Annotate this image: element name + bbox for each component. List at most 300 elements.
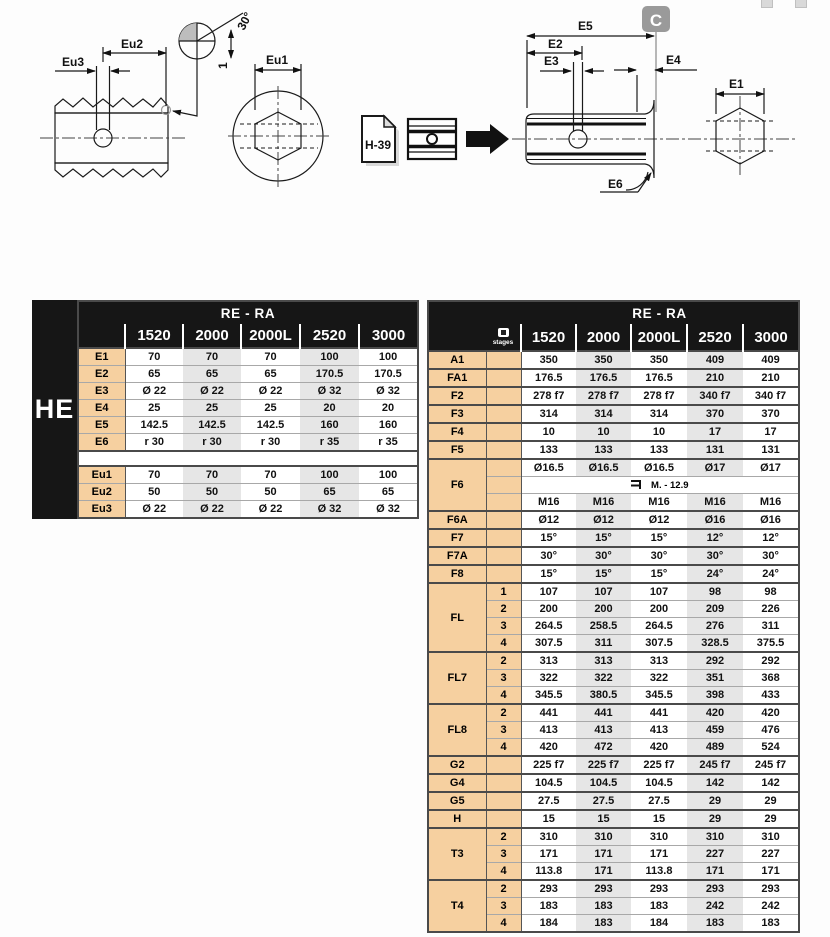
value-cell: 176.5 — [576, 369, 631, 387]
bolt-icon — [631, 480, 641, 489]
value-cell: 10 — [576, 423, 631, 441]
dim-label-chamfer-angle: 30° — [234, 9, 256, 33]
shaft-end-view — [706, 77, 774, 176]
value-cell: 307.5 — [521, 635, 576, 653]
value-cell: 350 — [521, 351, 576, 369]
dimension-row — [428, 756, 799, 774]
table-size-header-row — [78, 324, 418, 348]
value-cell: 30° — [521, 547, 576, 565]
stages-icon — [498, 328, 509, 337]
stage-cell — [486, 547, 521, 565]
value-cell: 314 — [576, 405, 631, 423]
value-cell: 183 — [521, 898, 576, 915]
shaft-side-view — [512, 6, 795, 192]
value-cell: 176.5 — [521, 369, 576, 387]
value-cell: 340 f7 — [687, 387, 743, 405]
value-cell: 171 — [743, 863, 799, 881]
value-cell: 25 — [183, 400, 241, 417]
he-sidebar-label: HE — [32, 300, 77, 519]
value-cell: 278 f7 — [521, 387, 576, 405]
dimension-row — [428, 459, 799, 477]
value-cell: 245 f7 — [743, 756, 799, 774]
value-cell: Ø12 — [631, 511, 687, 529]
value-cell: 30° — [743, 547, 799, 565]
value-cell: 183 — [743, 915, 799, 933]
value-cell: 29 — [743, 810, 799, 828]
row-label: H — [428, 810, 486, 828]
dim-label-eu3: Eu3 — [62, 55, 85, 69]
value-cell: r 35 — [300, 434, 359, 452]
flow-arrow-icon — [466, 124, 509, 154]
value-cell: 200 — [631, 601, 687, 618]
value-cell: 113.8 — [631, 863, 687, 881]
value-cell: 293 — [631, 880, 687, 898]
value-cell: 25 — [241, 400, 300, 417]
stage-cell: 3 — [486, 722, 521, 739]
value-cell: 131 — [687, 441, 743, 459]
row-label: G4 — [428, 774, 486, 792]
value-cell: 433 — [743, 687, 799, 705]
value-cell: 225 f7 — [576, 756, 631, 774]
value-cell: 12° — [743, 529, 799, 547]
value-cell: 24° — [743, 565, 799, 583]
row-label: F6 — [428, 459, 486, 511]
row-label: FA1 — [428, 369, 486, 387]
row-label: F8 — [428, 565, 486, 583]
value-cell: 313 — [576, 652, 631, 670]
value-cell: 441 — [576, 704, 631, 722]
value-cell: 200 — [576, 601, 631, 618]
size-column-header: 3000 — [743, 324, 799, 351]
size-column-header: 2520 — [300, 324, 359, 348]
value-cell: 15° — [521, 565, 576, 583]
stage-cell: 3 — [486, 846, 521, 863]
value-cell: 350 — [631, 351, 687, 369]
value-cell: Ø 22 — [125, 501, 183, 519]
stage-cell: 2 — [486, 601, 521, 618]
value-cell: 15° — [631, 529, 687, 547]
dimension-row — [428, 810, 799, 828]
re-ra-table-body — [428, 351, 799, 932]
row-label: F6A — [428, 511, 486, 529]
page-ref-icon — [362, 116, 399, 166]
dim-label-e1: E1 — [729, 77, 744, 91]
row-label: E5 — [78, 417, 125, 434]
value-cell: 370 — [687, 405, 743, 423]
size-column-header: 1520 — [521, 324, 576, 351]
value-cell: 311 — [576, 635, 631, 653]
value-cell: 100 — [359, 466, 418, 484]
value-cell: 15° — [521, 529, 576, 547]
row-label: F7A — [428, 547, 486, 565]
value-cell: 50 — [125, 484, 183, 501]
series-title: RE - RA — [521, 301, 799, 324]
stage-cell: 3 — [486, 670, 521, 687]
section-badge-label: C — [649, 11, 663, 30]
value-cell: r 30 — [183, 434, 241, 452]
value-cell: 142.5 — [183, 417, 241, 434]
re-ra-dimensions-table — [427, 300, 800, 933]
stage-cell — [486, 387, 521, 405]
value-cell: 210 — [743, 369, 799, 387]
value-cell: 25 — [125, 400, 183, 417]
value-cell: Ø12 — [576, 511, 631, 529]
value-cell: 276 — [687, 618, 743, 635]
value-cell: 345.5 — [521, 687, 576, 705]
dimension-row — [78, 484, 418, 501]
value-cell: 15° — [576, 529, 631, 547]
stage-cell: 4 — [486, 915, 521, 933]
value-cell: Ø 32 — [300, 501, 359, 519]
value-cell: 100 — [359, 348, 418, 366]
value-cell: 27.5 — [521, 792, 576, 810]
dimension-row — [78, 400, 418, 417]
value-cell: 65 — [183, 366, 241, 383]
value-cell: 420 — [521, 739, 576, 757]
value-cell: 314 — [521, 405, 576, 423]
row-label: E1 — [78, 348, 125, 366]
value-cell: 142.5 — [125, 417, 183, 434]
value-cell: 107 — [521, 583, 576, 601]
value-cell: 104.5 — [521, 774, 576, 792]
value-cell: 242 — [687, 898, 743, 915]
value-cell: 12° — [687, 529, 743, 547]
value-cell: 98 — [743, 583, 799, 601]
stage-cell — [486, 423, 521, 441]
value-cell: 142 — [687, 774, 743, 792]
value-cell: 27.5 — [576, 792, 631, 810]
value-cell: 113.8 — [521, 863, 576, 881]
value-cell: 278 f7 — [631, 387, 687, 405]
value-cell: 472 — [576, 739, 631, 757]
stage-cell: 1 — [486, 583, 521, 601]
value-cell: 20 — [359, 400, 418, 417]
row-label: T4 — [428, 880, 486, 932]
value-cell: Ø12 — [521, 511, 576, 529]
value-cell: 292 — [743, 652, 799, 670]
value-cell: 70 — [125, 348, 183, 366]
value-cell: 293 — [743, 880, 799, 898]
value-cell: 398 — [687, 687, 743, 705]
stage-cell — [486, 351, 521, 369]
value-cell: 322 — [521, 670, 576, 687]
row-label: F7 — [428, 529, 486, 547]
value-cell: 70 — [241, 348, 300, 366]
value-cell: 176.5 — [631, 369, 687, 387]
value-cell: 184 — [631, 915, 687, 933]
stage-cell: 2 — [486, 880, 521, 898]
dim-label-chamfer-depth: 1 — [216, 62, 230, 69]
value-cell: 210 — [687, 369, 743, 387]
row-label: F3 — [428, 405, 486, 423]
bolt-class-cell — [521, 477, 799, 494]
coupling-icon — [408, 119, 456, 159]
value-cell: 70 — [183, 348, 241, 366]
value-cell: 307.5 — [631, 635, 687, 653]
dimension-row — [428, 511, 799, 529]
row-label: FL — [428, 583, 486, 652]
value-cell: 351 — [687, 670, 743, 687]
stage-cell — [486, 810, 521, 828]
value-cell: 70 — [241, 466, 300, 484]
dimension-row — [428, 792, 799, 810]
dimension-row — [428, 828, 799, 846]
stage-cell — [486, 441, 521, 459]
dimension-row — [428, 547, 799, 565]
value-cell: 293 — [521, 880, 576, 898]
he-table-body — [78, 348, 418, 518]
value-cell: 322 — [631, 670, 687, 687]
value-cell: 420 — [631, 739, 687, 757]
value-cell: 209 — [687, 601, 743, 618]
row-label: E6 — [78, 434, 125, 452]
value-cell: 242 — [743, 898, 799, 915]
value-cell: 183 — [576, 915, 631, 933]
value-cell: 380.5 — [576, 687, 631, 705]
value-cell: Ø16 — [687, 511, 743, 529]
value-cell: Ø 22 — [183, 383, 241, 400]
dimension-row — [78, 501, 418, 519]
value-cell: 328.5 — [687, 635, 743, 653]
dim-label-e6: E6 — [608, 177, 623, 191]
value-cell: 29 — [687, 792, 743, 810]
value-cell: 420 — [743, 704, 799, 722]
value-cell: 524 — [743, 739, 799, 757]
value-cell: 29 — [687, 810, 743, 828]
value-cell: 375.5 — [743, 635, 799, 653]
dimension-row — [78, 466, 418, 484]
value-cell: 20 — [300, 400, 359, 417]
row-label: F2 — [428, 387, 486, 405]
value-cell: Ø 22 — [183, 501, 241, 519]
row-label: FL7 — [428, 652, 486, 704]
value-cell: 350 — [576, 351, 631, 369]
dimension-row — [428, 652, 799, 670]
value-cell: 170.5 — [359, 366, 418, 383]
dimension-row — [428, 405, 799, 423]
he-table — [77, 300, 419, 519]
value-cell: 171 — [576, 846, 631, 863]
value-cell: 100 — [300, 348, 359, 366]
value-cell: Ø 32 — [359, 501, 418, 519]
value-cell: 264.5 — [631, 618, 687, 635]
value-cell: 10 — [631, 423, 687, 441]
size-column-header: 1520 — [125, 324, 183, 348]
value-cell: 65 — [241, 366, 300, 383]
value-cell: 160 — [359, 417, 418, 434]
row-label: G5 — [428, 792, 486, 810]
value-cell: 98 — [687, 583, 743, 601]
stage-cell: 4 — [486, 687, 521, 705]
value-cell: Ø17 — [743, 459, 799, 477]
row-label: E3 — [78, 383, 125, 400]
dimension-row — [428, 529, 799, 547]
dimension-row — [78, 348, 418, 366]
stage-cell — [486, 756, 521, 774]
stage-cell — [486, 529, 521, 547]
value-cell: M16 — [631, 494, 687, 512]
value-cell: 142.5 — [241, 417, 300, 434]
value-cell: 310 — [576, 828, 631, 846]
value-cell: Ø 32 — [300, 383, 359, 400]
value-cell: 171 — [576, 863, 631, 881]
value-cell: 171 — [687, 863, 743, 881]
value-cell: 24° — [687, 565, 743, 583]
dim-label-eu1: Eu1 — [266, 53, 289, 67]
value-cell: 314 — [631, 405, 687, 423]
row-label: A1 — [428, 351, 486, 369]
dimension-row — [428, 387, 799, 405]
value-cell: 225 f7 — [521, 756, 576, 774]
value-cell: 278 f7 — [576, 387, 631, 405]
size-column-header: 2000 — [183, 324, 241, 348]
dim-label-e5: E5 — [578, 19, 593, 33]
row-label: Eu1 — [78, 466, 125, 484]
dim-label-e4: E4 — [666, 53, 681, 67]
value-cell: M16 — [687, 494, 743, 512]
value-cell: 227 — [743, 846, 799, 863]
page-ref-label: H-39 — [364, 138, 392, 152]
stage-cell — [486, 774, 521, 792]
value-cell: 15 — [631, 810, 687, 828]
row-label: G2 — [428, 756, 486, 774]
value-cell: 104.5 — [631, 774, 687, 792]
value-cell: 264.5 — [521, 618, 576, 635]
dimension-row — [78, 434, 418, 452]
value-cell: 370 — [743, 405, 799, 423]
size-column-header: 2520 — [687, 324, 743, 351]
value-cell: 310 — [687, 828, 743, 846]
value-cell: 245 f7 — [687, 756, 743, 774]
dimension-row — [428, 880, 799, 898]
value-cell: 311 — [743, 618, 799, 635]
value-cell: 133 — [631, 441, 687, 459]
stages-header-label: stages — [492, 339, 514, 346]
value-cell: 184 — [521, 915, 576, 933]
stage-cell — [486, 511, 521, 529]
stage-cell — [486, 369, 521, 387]
value-cell: 29 — [743, 792, 799, 810]
value-cell: Ø16.5 — [521, 459, 576, 477]
stage-cell — [486, 792, 521, 810]
dimension-row — [78, 417, 418, 434]
stage-cell — [486, 494, 521, 512]
dimension-row — [78, 366, 418, 383]
value-cell: 17 — [687, 423, 743, 441]
value-cell: 313 — [521, 652, 576, 670]
value-cell: 17 — [743, 423, 799, 441]
stage-cell: 2 — [486, 828, 521, 846]
value-cell: 171 — [521, 846, 576, 863]
dimension-row — [428, 441, 799, 459]
value-cell: Ø 22 — [241, 383, 300, 400]
value-cell: 107 — [631, 583, 687, 601]
value-cell: 10 — [521, 423, 576, 441]
value-cell: 160 — [300, 417, 359, 434]
value-cell: 310 — [743, 828, 799, 846]
header-corner — [78, 324, 125, 348]
value-cell: M16 — [521, 494, 576, 512]
stage-cell — [486, 459, 521, 477]
value-cell: 225 f7 — [631, 756, 687, 774]
value-cell: 15° — [631, 565, 687, 583]
value-cell: 50 — [241, 484, 300, 501]
stage-cell: 4 — [486, 863, 521, 881]
bolt-class-note: M. - 12.9 — [651, 479, 689, 491]
size-column-header: 3000 — [359, 324, 418, 348]
stage-cell: 4 — [486, 635, 521, 653]
value-cell: 133 — [521, 441, 576, 459]
value-cell: 413 — [576, 722, 631, 739]
value-cell: 30° — [631, 547, 687, 565]
value-cell: 104.5 — [576, 774, 631, 792]
value-cell: 131 — [743, 441, 799, 459]
row-label: Eu3 — [78, 501, 125, 519]
stage-cell: 2 — [486, 704, 521, 722]
value-cell: 30° — [687, 547, 743, 565]
size-column-header: 2000L — [241, 324, 300, 348]
value-cell: 171 — [631, 846, 687, 863]
value-cell: M16 — [743, 494, 799, 512]
stages-header — [486, 324, 521, 351]
dim-label-e3: E3 — [544, 54, 559, 68]
value-cell: 27.5 — [631, 792, 687, 810]
value-cell: 183 — [576, 898, 631, 915]
value-cell: r 35 — [359, 434, 418, 452]
row-label: Eu2 — [78, 484, 125, 501]
value-cell: 65 — [125, 366, 183, 383]
row-label: F4 — [428, 423, 486, 441]
value-cell: 200 — [521, 601, 576, 618]
value-cell: Ø16.5 — [576, 459, 631, 477]
value-cell: 100 — [300, 466, 359, 484]
value-cell: 313 — [631, 652, 687, 670]
value-cell: 345.5 — [631, 687, 687, 705]
size-column-header: 2000L — [631, 324, 687, 351]
value-cell: 409 — [687, 351, 743, 369]
hub-end-view — [228, 53, 330, 188]
dim-label-e2: E2 — [548, 37, 563, 51]
value-cell: 183 — [631, 898, 687, 915]
row-label: F5 — [428, 441, 486, 459]
value-cell: 310 — [631, 828, 687, 846]
value-cell: 420 — [687, 704, 743, 722]
he-table-header — [78, 301, 418, 348]
technical-drawings — [0, 0, 830, 270]
stage-cell — [486, 565, 521, 583]
value-cell: 258.5 — [576, 618, 631, 635]
value-cell: 226 — [743, 601, 799, 618]
stage-cell: 3 — [486, 898, 521, 915]
value-cell: 170.5 — [300, 366, 359, 383]
value-cell: 50 — [183, 484, 241, 501]
value-cell: 142 — [743, 774, 799, 792]
header-corner — [428, 301, 521, 324]
value-cell: M16 — [576, 494, 631, 512]
value-cell: 65 — [359, 484, 418, 501]
value-cell: Ø16 — [743, 511, 799, 529]
value-cell: 133 — [576, 441, 631, 459]
value-cell: 70 — [125, 466, 183, 484]
value-cell: 183 — [687, 915, 743, 933]
value-cell: 15 — [576, 810, 631, 828]
dimension-row — [428, 369, 799, 387]
re-ra-table-header — [428, 301, 799, 351]
value-cell: 310 — [521, 828, 576, 846]
value-cell: 441 — [521, 704, 576, 722]
stage-cell: 2 — [486, 652, 521, 670]
gap-cell — [78, 451, 418, 466]
